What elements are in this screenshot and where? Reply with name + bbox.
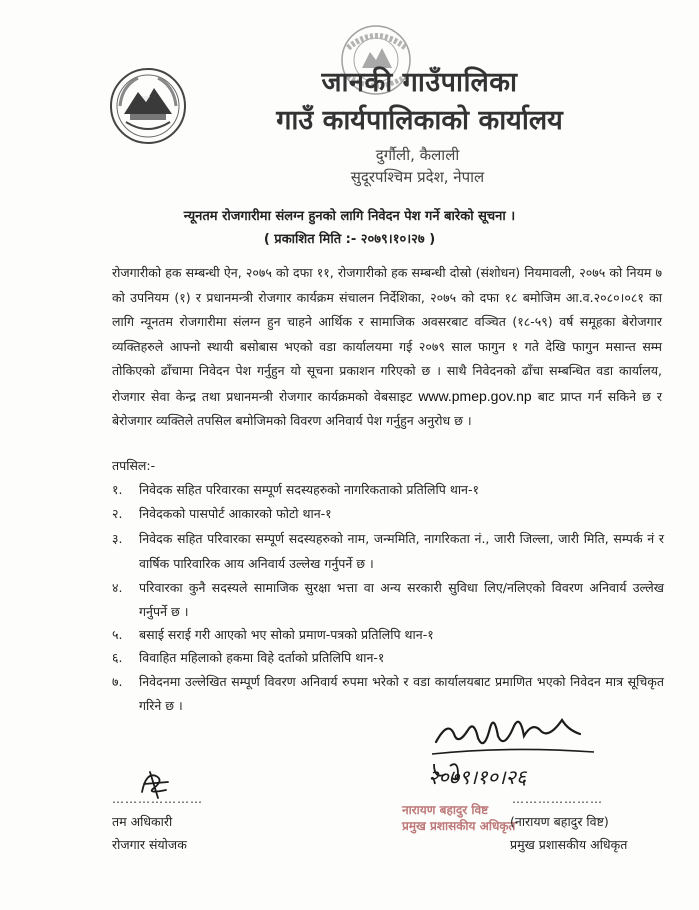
item-number: ५.: [112, 627, 123, 642]
item-number: ३.: [112, 531, 123, 546]
org-name: जानकी गाउँपालिका: [321, 67, 518, 98]
list-item: [112, 478, 664, 502]
province-line: सुदूरपश्चिम प्रदेश, नेपाल: [350, 168, 485, 186]
list-item: [112, 526, 664, 576]
red-stamp-role: प्रमुख प्रशासकीय अधिकृत: [402, 819, 516, 833]
item-number: ७.: [112, 674, 123, 689]
list-item: [112, 502, 664, 526]
left-signatory-role: रोजगार संयोजक: [112, 837, 187, 852]
item-text: निवेदकको पासपोर्ट आकारको फोटो थान-१: [139, 506, 332, 521]
officer-red-stamp: [402, 802, 515, 834]
item-number: १.: [112, 482, 123, 497]
signature-line-right: …………………: [512, 792, 603, 806]
signature-line-left: …………………: [112, 792, 203, 806]
handwritten-signature-right: [428, 700, 598, 795]
notice-body: [112, 261, 662, 434]
item-text: निवेदनमा उल्लेखित सम्पूर्ण विवरण अनिवार्य रुपमा भरेको र वडा कार्यालयबाट प्रमाणित भएको निवेदन मात्र सूचिकृत गरिने छ ।: [139, 674, 664, 713]
list-item: [112, 576, 664, 624]
website-link[interactable]: www.pmep.gov.np: [418, 387, 532, 404]
right-signatory-name: (नारायण बहादुर विष्ट): [510, 814, 609, 829]
item-text: बसाई सराई गरी आएको भए सोको प्रमाण-पत्रको प्रतिलिपि थान-१: [139, 627, 434, 642]
requirements-list: [112, 478, 664, 718]
item-text: निवेदक सहित परिवारका सम्पूर्ण सदस्यहरुको नागरिकताको प्रतिलिपि थान-१: [139, 482, 480, 497]
notice-title: न्यूनतम रोजगारीमा संलग्न हुनको लागि निवेदन पेश गर्ने बारेको सूचना ।: [183, 209, 516, 224]
tapasil-label: तपसिल:-: [112, 458, 156, 473]
item-text: परिवारका कुनै सदस्यले सामाजिक सुरक्षा भत्ता वा अन्य सरकारी सुविधा लिए/नलिएको विवरण अनिवार्य उल्लेख गर्नुपर्ने छ ।: [139, 580, 664, 619]
left-signatory-name: तम अधिकारी: [112, 814, 173, 829]
published-date: ( प्रकाशित मिति :- २०७९।१०।२७ ): [263, 232, 436, 247]
list-item: [112, 646, 664, 670]
notice-body-part2: बाट प्राप्त गर्न सकिने छ र बेरोजगार व्यक्तिले तपसिल बमोजिमको विवरण अनिवार्य पेश गर्नुहुन अनुरोध छ ।: [112, 388, 662, 428]
handwritten-date: २०७९।१०।२६: [428, 765, 527, 789]
red-stamp-name: नारायण बहादुर विष्ट: [402, 803, 489, 817]
item-text: विवाहित महिलाको हकमा विहे दर्ताको प्रतिलिपि थान-१: [139, 650, 385, 665]
item-number: ४.: [112, 580, 123, 595]
office-name: गाउँ कार्यपालिकाको कार्यालय: [276, 105, 563, 136]
notice-body-part1: रोजगारीको हक सम्बन्धी ऐन, २०७५ को दफा ११, रोजगारीको हक सम्बन्धी दोस्रो (संशोधन) नियमावली, २०७५ को नियम ७ को उपनियम (१) र प्रधानमन्त्री रोजगार कार्यक्रम संचालन निर्देशिका, २०७५ को दफा १८ बमोजिम आ.व.२०८०।०८१ का लागि न्यूनतम रोजगारीमा संलग्न हुन चाहने आर्थिक र सामाजिक अवसरबाट वञ्चित (१८-५९) वर्ष समूहका बेरोजगार व्यक्तिहरुले आफ्नो स्थायी बसोबास भएको वडा कार्यालयमा गई २०७९ साल फागुन १ गते देखि फागुन मसान्त सम्म तोकिएको ढाँचामा निवेदन पेश गर्नुहुन यो सूचना प्रकाशन गरिएको छ । साथै निवेदनको ढाँचा सम्बन्धित वडा कार्यालय, रोजगार सेवा केन्द्र तथा प्रधानमन्त्री रोजगार कार्यक्रमको वेबसाइट: [112, 265, 662, 404]
item-number: २.: [112, 506, 123, 521]
right-signatory-role: प्रमुख प्रशासकीय अधिकृत: [510, 837, 628, 852]
office-location: दुर्गौली, कैलाली: [375, 146, 460, 164]
list-item: [112, 624, 664, 646]
item-number: ६.: [112, 650, 123, 665]
item-text: निवेदक सहित परिवारका सम्पूर्ण सदस्यहरुको नाम, जन्ममिति, नागरिकता नं., जारी जिल्ला, जारी मिति, सम्पर्क नं र वार्षिक पारिवारिक आय अनिवार्य उल्लेख गर्नुपर्ने छ ।: [139, 531, 664, 571]
